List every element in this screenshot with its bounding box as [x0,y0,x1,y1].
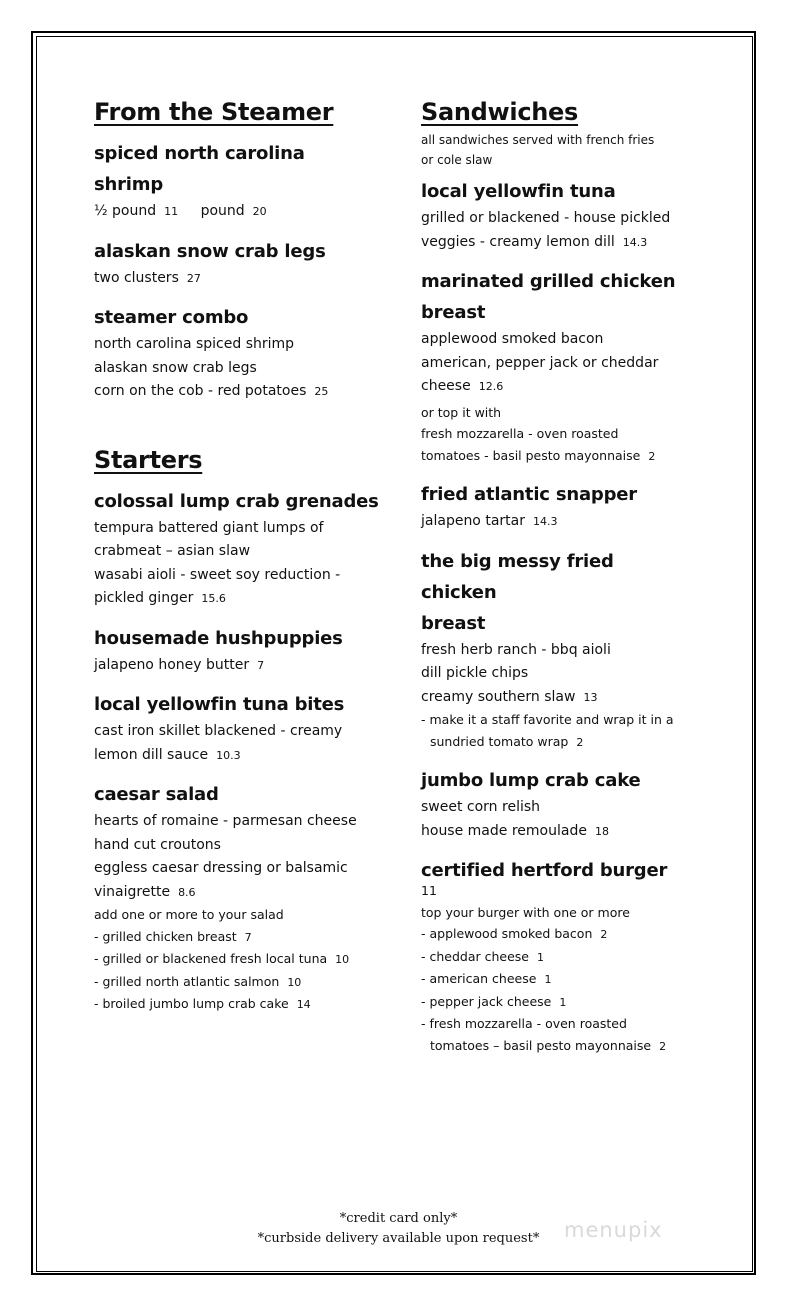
section-title-sandwiches: Sandwiches [421,98,579,126]
menu-item [421,479,721,534]
item-name: jumbo lump crab cake [421,770,641,791]
addons-intro: add one or more to your salad [94,907,284,922]
watermark-logo: menupix [564,1218,663,1242]
menu-item [421,266,721,467]
item-desc: or top it with [421,404,502,420]
item-desc: - make it a staff favorite and wrap it in a [421,712,674,727]
item-name: fried atlantic snapper [421,484,637,505]
item-price: 14.3 [532,515,558,528]
item-desc: house made remoulade 18 [421,822,609,839]
menu-item [94,302,394,404]
item-price: 14 [296,998,311,1011]
addon-line: - american cheese 1 [421,971,552,986]
item-desc: dill pickle chips [421,665,529,681]
addon-line: - grilled chicken breast 7 [94,928,252,944]
left-column [94,96,394,1028]
item-price: 2 [648,449,656,463]
item-desc: sundried tomato wrap 2 [430,733,584,749]
item-price: 2 [576,735,584,749]
item-name: breast [421,302,486,323]
addons-intro: top your burger with one or more [421,904,630,920]
item-prices [94,200,394,224]
item-price: 1 [559,995,567,1009]
item-desc: corn on the cob - red potatoes 25 [94,383,329,399]
section-title-starters: Starters [94,445,203,474]
item-desc: cast iron skillet blackened - creamy [94,723,343,739]
item-price: 8.6 [178,885,196,899]
item-desc: alaskan snow crab legs [94,359,257,376]
item-name: local yellowfin tuna bites [94,694,345,715]
footer-curbside-note: *curbside delivery available upon request* [257,1231,540,1246]
item-name: shrimp [94,174,164,195]
right-column [421,96,721,1069]
portion-label: ½ pound [94,203,157,219]
footer-notes [0,1209,797,1249]
item-price: 7 [244,930,252,944]
menu-item [421,765,721,843]
item-desc: cheese 12.6 [421,378,504,394]
item-desc: hand cut croutons [94,836,221,853]
footer-credit-note: *credit card only* [339,1211,458,1226]
item-desc: tomatoes - basil pesto mayonnaise 2 [421,447,656,463]
menu-item [94,689,394,767]
section-title-steamer: From the Steamer [94,98,334,126]
item-name: marinated grilled chicken [421,271,676,292]
item-price: 10.3 [216,748,241,762]
menu-item [94,486,394,611]
item-price: 25 [314,385,329,398]
item-price: 14.3 [622,235,648,249]
menu-item [94,779,394,1016]
menu-item [94,623,394,678]
item-name: the big messy fried [421,550,614,572]
item-price: 12.6 [478,380,504,393]
item-price: 13 [583,690,598,704]
item-name: spiced north carolina [94,143,305,164]
addon-line: - grilled or blackened fresh local tuna 10 [94,951,350,966]
item-desc: eggless caesar dressing or balsamic [94,860,348,876]
item-price: 2 [659,1039,667,1053]
addon-line: - broiled jumbo lump crab cake 14 [94,996,311,1011]
item-desc: wasabi aioli - sweet soy reduction - [94,566,341,583]
item-price: 1 [537,950,544,964]
item-price: 10 [287,975,302,989]
menu-item [421,855,721,1057]
item-desc: jalapeno tartar 14.3 [421,513,558,529]
menu-item [94,236,394,291]
item-name: chicken [421,581,497,603]
item-desc: crabmeat – asian slaw [94,543,251,559]
item-desc: creamy southern slaw 13 [421,688,598,705]
item-name: steamer combo [94,307,249,328]
addon-line: - applewood smoked bacon 2 [421,926,608,941]
menu-item [421,176,721,254]
item-desc: applewood smoked bacon [421,331,604,347]
addon-line: - grilled north atlantic salmon 10 [94,973,302,989]
item-desc: lemon dill sauce 10.3 [94,746,241,763]
item-price: 18 [594,824,609,838]
item-desc: fresh mozzarella - oven roasted [421,426,619,441]
item-desc: two clusters 27 [94,269,201,286]
item-desc: fresh herb ranch - bbq aioli [421,641,611,658]
item-price: 20 [252,205,267,218]
item-name: local yellowfin tuna [421,181,616,202]
addon-line: tomatoes – basil pesto mayonnaise 2 [430,1037,667,1053]
item-name: colossal lump crab grenades [94,490,379,512]
item-desc: jalapeno honey butter 7 [94,656,265,673]
item-desc: vinaigrette 8.6 [94,883,196,900]
item-desc: pickled ginger 15.6 [94,590,226,606]
item-price: 15.6 [201,592,226,605]
item-name: housemade hushpuppies [94,627,343,649]
section-note: all sandwiches served with french fries or cole slaw [421,133,655,167]
menu-item [421,546,721,754]
addon-line: - pepper jack cheese 1 [421,993,567,1009]
item-name: caesar salad [94,784,219,805]
item-name: breast [421,612,486,634]
addon-line: - cheddar cheese 1 [421,948,544,964]
item-desc: sweet corn relish [421,799,541,815]
item-desc: north carolina spiced shrimp [94,336,295,352]
item-desc: hearts of romaine - parmesan cheese [94,813,357,829]
item-price: 2 [600,928,608,941]
item-name: alaskan snow crab legs [94,240,326,262]
item-desc: grilled or blackened - house pickled [421,210,671,226]
item-desc: veggies - creamy lemon dill 14.3 [421,233,648,250]
item-name: certified hertford burger [421,860,668,881]
item-price: 1 [544,973,552,986]
item-price: 27 [186,271,201,285]
item-price: 11 [164,205,179,218]
menu-item [94,138,394,224]
addon-line: - fresh mozzarella - oven roasted [421,1016,627,1031]
item-price: 11 [421,883,437,898]
item-desc: american, pepper jack or cheddar [421,354,659,371]
portion-label: pound [200,203,245,219]
item-price: 7 [257,658,265,672]
item-desc: tempura battered giant lumps of [94,519,324,536]
item-price: 10 [335,953,350,966]
